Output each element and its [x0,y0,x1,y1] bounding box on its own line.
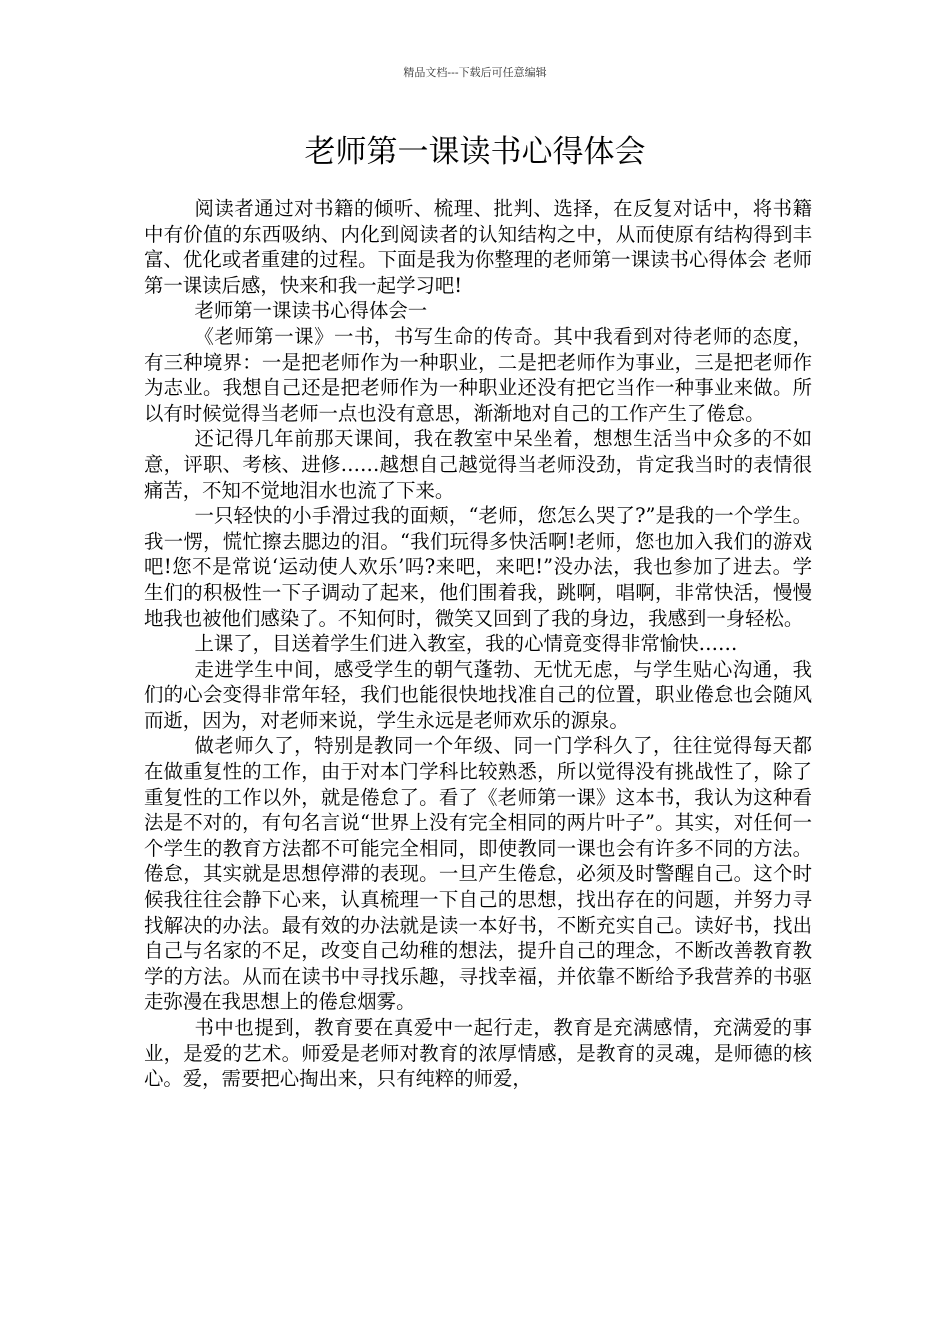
page-header: 精品文档---下载后可任意编辑 [403,66,547,79]
document-body [144,196,812,1092]
section-heading: 老师第一课读书心得体会一 [194,299,428,323]
body-paragraph: 做老师久了，特别是教同一个年级、同一门学科久了，往往觉得每天都在做重复性的工作，由于对本门学科比较熟悉，所以觉得没有挑战性了，除了重复性的工作以外，就是倦怠了。看了《老师第一课》这本书，我认为这种看法是不对的，有句名言说“世界上没有完全相同的两片叶子”。其实，对任何一个学生的教育方法都不可能完全相同，即使教同一课也会有许多不同的方法。倦怠，其实就是思想停滞的表现。一旦产生倦怠，必须及时警醒自己。这个时候我往往会静下心来，认真梳理一下自己的思想，找出存在的问题，并努力寻找解决的办法。最有效的办法就是读一本好书，不断充实自己。读好书，找出自己与名家的不足，改变自己幼稚的想法，提升自己的理念，不断改善教育教学的方法。从而在读书中寻找乐趣，寻找幸福，并依靠不断给予我营养的书驱走弥漫在我思想上的倦怠烟雾。 [144,734,812,1014]
body-paragraph: 一只轻快的小手滑过我的面颊，“老师，您怎么哭了?”是我的一个学生。我一愣，慌忙擦去腮边的泪。“我们玩得多快活啊!老师，您也加入我们的游戏吧!您不是常说‘运动使人欢乐’吗?来吧，来吧!”没办法，我也参加了进去。学生们的积极性一下子调动了起来，他们围着我，跳啊，唱啊，非常快活，慢慢地我也被他们感染了。不知何时，微笑又回到了我的身边，我感到一身轻松。 [144,504,812,630]
body-paragraph: 上课了，目送着学生们进入教室，我的心情竟变得非常愉快…… [194,632,738,656]
body-paragraph: 走进学生中间，感受学生的朝气蓬勃、无忧无虑，与学生贴心沟通，我们的心会变得非常年轻，我们也能很快地找准自己的位置，职业倦怠也会随风而逝，因为，对老师来说，学生永远是老师欢乐的源泉。 [144,657,812,732]
body-paragraph: 书中也提到，教育要在真爱中一起行走，教育是充满感情，充满爱的事业，是爱的艺术。师爱是老师对教育的浓厚情感，是教育的灵魂，是师德的核心。爱，需要把心掏出来，只有纯粹的师爱， [144,1016,812,1091]
body-paragraph: 还记得几年前那天课间，我在教室中呆坐着，想想生活当中众多的不如意，评职、考核、进修……越想自己越觉得当老师没劲，肯定我当时的表情很痛苦，不知不觉地泪水也流了下来。 [144,427,812,502]
body-paragraph: 《老师第一课》一书，书写生命的传奇。其中我看到对待老师的态度，有三种境界：一是把老师作为一种职业，二是把老师作为事业，三是把老师作为志业。我想自己还是把老师作为一种职业还没有把它当作一种事业来做。所以有时候觉得当老师一点也没有意思，渐渐地对自己的工作产生了倦怠。 [144,324,812,425]
document-title: 老师第一课读书心得体会 [304,134,646,170]
intro-paragraph: 阅读者通过对书籍的倾听、梳理、批判、选择，在反复对话中，将书籍中有价值的东西吸纳、内化到阅读者的认知结构之中，从而使原有结构得到丰富、优化或者重建的过程。下面是我为你整理的老师第一课读书心得体会 老师第一课读后感，快来和我一起学习吧! [144,197,812,297]
